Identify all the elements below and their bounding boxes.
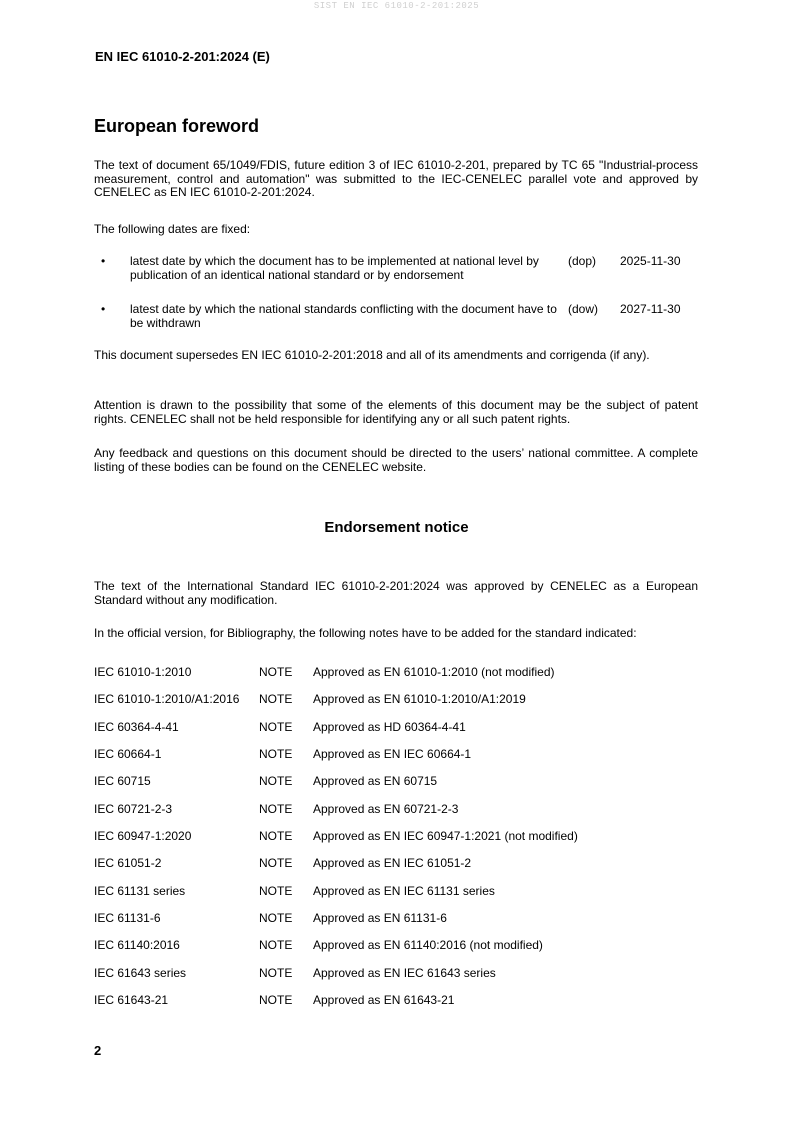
- note-label: NOTE: [259, 720, 293, 734]
- note-text: Approved as EN IEC 60664-1: [313, 747, 472, 761]
- date-item-text: latest date by which the document has to be implemented at national level by publication of an identical national standard or by endorsement: [130, 254, 539, 282]
- date-item-date: 2025-11-30: [620, 254, 681, 268]
- date-item-abbr: (dow): [568, 302, 599, 316]
- note-standard: IEC 60721-2-3: [94, 802, 173, 816]
- note-label: NOTE: [259, 802, 293, 816]
- note-text: Approved as EN 60721-2-3: [313, 802, 459, 816]
- note-text: Approved as EN 61643-21: [313, 993, 455, 1007]
- note-standard: IEC 61131-6: [94, 911, 161, 925]
- note-label: NOTE: [259, 665, 293, 679]
- page-number: 2: [94, 1043, 102, 1058]
- note-standard: IEC 61010-1:2010/A1:2016: [94, 692, 240, 706]
- note-standard: IEC 61643-21: [94, 993, 169, 1007]
- note-text: Approved as EN 60715: [313, 774, 438, 788]
- section-title-endorsement: Endorsement notice: [324, 519, 469, 536]
- note-text: Approved as HD 60364-4-41: [313, 720, 466, 734]
- note-standard: IEC 61131 series: [94, 884, 186, 898]
- attention-paragraph: Attention is drawn to the possibility that some of the elements of this document may be the subject of patent rights. CENELEC shall not be held responsible for identifying any or all such patent rights.: [94, 398, 698, 426]
- note-text: Approved as EN 61140:2016 (not modified): [313, 938, 543, 952]
- note-label: NOTE: [259, 856, 293, 870]
- endorsement-intro: The text of the International Standard IEC 61010-2-201:2024 was approved by CENELEC as a European Standard without any modification.: [94, 579, 698, 607]
- note-text: Approved as EN IEC 61131 series: [313, 884, 495, 898]
- note-label: NOTE: [259, 993, 293, 1007]
- note-label: NOTE: [259, 692, 293, 706]
- watermark: SIST EN IEC 61010-2-201:2025: [313, 1, 480, 11]
- note-standard: IEC 60715: [94, 774, 151, 788]
- note-label: NOTE: [259, 747, 293, 761]
- note-standard: IEC 61051-2: [94, 856, 162, 870]
- feedback-paragraph: Any feedback and questions on this document should be directed to the users’ national committee. A complete listing of these bodies can be found on the CENELEC website.: [94, 446, 698, 474]
- note-text: Approved as EN IEC 60947-1:2021 (not modified): [313, 829, 578, 843]
- note-standard: IEC 60664-1: [94, 747, 162, 761]
- bullet-marker: •: [101, 302, 106, 316]
- note-label: NOTE: [259, 884, 293, 898]
- note-standard: IEC 60364-4-41: [94, 720, 179, 734]
- note-standard: IEC 61140:2016: [94, 938, 180, 952]
- note-text: Approved as EN 61010-1:2010/A1:2019: [313, 692, 526, 706]
- notes-intro: In the official version, for Bibliography, the following notes have to be added for the standard indicated:: [94, 626, 637, 640]
- note-label: NOTE: [259, 774, 293, 788]
- foreword-intro: The text of document 65/1049/FDIS, future edition 3 of IEC 61010-2-201, prepared by TC 65 "Industrial-process measurement, control and automation" was submitted to the IEC-CENELEC parallel vote and approved by CENELEC as EN IEC 61010-2-201:2024.: [94, 158, 698, 200]
- note-text: Approved as EN IEC 61643 series: [313, 966, 496, 980]
- bullet-marker: •: [101, 254, 106, 268]
- date-item-date: 2027-11-30: [620, 302, 681, 316]
- note-label: NOTE: [259, 829, 293, 843]
- note-label: NOTE: [259, 911, 293, 925]
- note-standard: IEC 60947-1:2020: [94, 829, 192, 843]
- note-label: NOTE: [259, 966, 293, 980]
- document-id: EN IEC 61010-2-201:2024 (E): [95, 49, 270, 64]
- supersedes-paragraph: This document supersedes EN IEC 61010-2-201:2018 and all of its amendments and corrigenda (if any).: [94, 348, 650, 362]
- note-label: NOTE: [259, 938, 293, 952]
- note-text: Approved as EN IEC 61051-2: [313, 856, 472, 870]
- note-text: Approved as EN 61010-1:2010 (not modified): [313, 665, 555, 679]
- note-text: Approved as EN 61131-6: [313, 911, 447, 925]
- note-standard: IEC 61643 series: [94, 966, 187, 980]
- date-item-abbr: (dop): [568, 254, 597, 268]
- note-standard: IEC 61010-1:2010: [94, 665, 192, 679]
- section-title-foreword: European foreword: [94, 116, 260, 136]
- date-item-text: latest date by which the national standards conflicting with the document have to be withdrawn: [130, 302, 557, 330]
- dates-intro: The following dates are fixed:: [94, 222, 251, 236]
